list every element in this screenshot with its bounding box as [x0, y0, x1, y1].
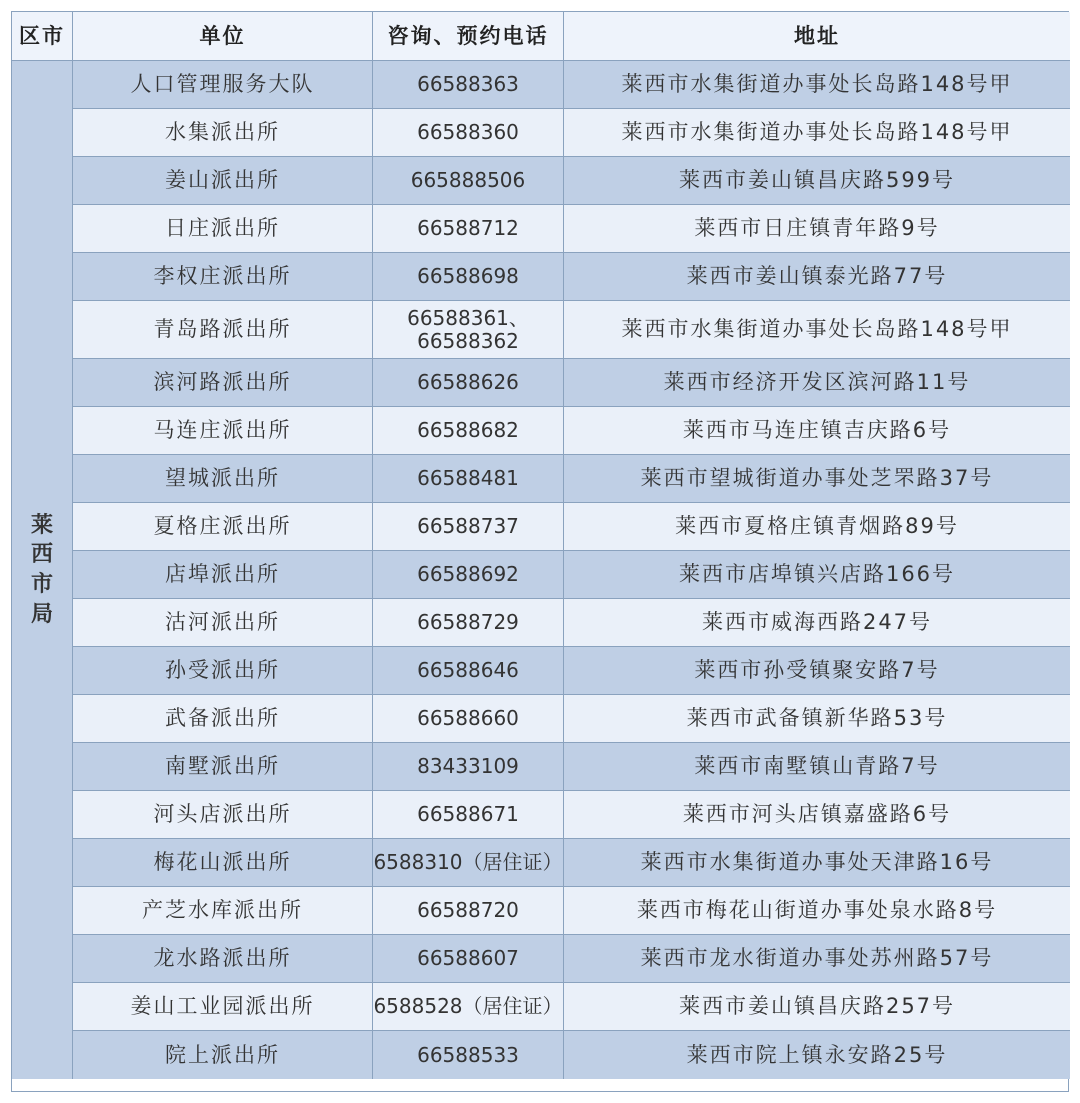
address-cell: 莱西市院上镇永安路25号 [564, 1031, 1070, 1079]
phone-number: 66588698 [417, 264, 519, 288]
header-unit: 单位 [73, 12, 373, 61]
phone-cell [373, 359, 564, 407]
phone-cell [373, 253, 564, 301]
address-cell: 莱西市店埠镇兴店路166号 [564, 551, 1070, 599]
header-district: 区市 [12, 12, 73, 61]
district-char: 莱 [30, 512, 53, 538]
address-cell: 莱西市夏格庄镇青烟路89号 [564, 503, 1070, 551]
phone-number: 66588692 [417, 562, 519, 586]
phone-number: 66588363 [417, 72, 519, 96]
phone-number: 66588737 [417, 514, 519, 538]
address-cell: 莱西市梅花山街道办事处泉水路8号 [564, 887, 1070, 935]
phone-number: 66588660 [417, 706, 519, 730]
unit-cell: 青岛路派出所 [73, 301, 373, 359]
address-cell: 莱西市马连庄镇吉庆路6号 [564, 407, 1070, 455]
unit-cell: 李权庄派出所 [73, 253, 373, 301]
phone-cell [373, 109, 564, 157]
phone-number: 665888506 [410, 168, 526, 192]
phone-number: 6588310（居住证） [373, 850, 563, 874]
unit-cell: 姜山派出所 [73, 157, 373, 205]
unit-cell: 龙水路派出所 [73, 935, 373, 983]
phone-cell [373, 455, 564, 503]
phone-cell [373, 887, 564, 935]
address-cell: 莱西市姜山镇昌庆路257号 [564, 983, 1070, 1031]
unit-cell: 河头店派出所 [73, 791, 373, 839]
phone-cell [373, 61, 564, 109]
phone-cell [373, 647, 564, 695]
address-cell: 莱西市姜山镇昌庆路599号 [564, 157, 1070, 205]
phone-cell [373, 503, 564, 551]
header-phone: 咨询、预约电话 [373, 12, 564, 61]
address-cell: 莱西市日庄镇青年路9号 [564, 205, 1070, 253]
unit-cell: 沽河派出所 [73, 599, 373, 647]
unit-cell: 水集派出所 [73, 109, 373, 157]
unit-cell: 马连庄派出所 [73, 407, 373, 455]
unit-cell: 日庄派出所 [73, 205, 373, 253]
phone-cell [373, 1031, 564, 1079]
phone-number: 66588729 [417, 610, 519, 634]
phone-cell [373, 791, 564, 839]
phone-number: 6588528（居住证） [373, 994, 563, 1018]
phone-number: 66588671 [417, 802, 519, 826]
unit-cell: 孙受派出所 [73, 647, 373, 695]
address-cell: 莱西市望城街道办事处芝罘路37号 [564, 455, 1070, 503]
unit-cell: 滨河路派出所 [73, 359, 373, 407]
district-cell [12, 61, 73, 1079]
phone-number: 66588607 [417, 946, 519, 970]
district-char: 市 [30, 572, 53, 597]
address-cell: 莱西市水集街道办事处长岛路148号甲 [564, 109, 1070, 157]
phone-number: 66588360 [417, 120, 519, 144]
unit-cell: 武备派出所 [73, 695, 373, 743]
phone-cell [373, 935, 564, 983]
unit-cell: 夏格庄派出所 [73, 503, 373, 551]
unit-cell: 产芝水库派出所 [73, 887, 373, 935]
address-cell: 莱西市河头店镇嘉盛路6号 [564, 791, 1070, 839]
unit-cell: 人口管理服务大队 [73, 61, 373, 109]
phone-number: 66588361、 [407, 305, 529, 330]
address-cell: 莱西市威海西路247号 [564, 599, 1070, 647]
unit-cell: 店埠派出所 [73, 551, 373, 599]
address-cell: 莱西市孙受镇聚安路7号 [564, 647, 1070, 695]
phone-cell [373, 983, 564, 1031]
phone-cell [373, 407, 564, 455]
unit-cell: 望城派出所 [73, 455, 373, 503]
address-cell: 莱西市武备镇新华路53号 [564, 695, 1070, 743]
unit-cell: 姜山工业园派出所 [73, 983, 373, 1031]
district-char: 西 [30, 542, 53, 568]
address-cell: 莱西市龙水街道办事处苏州路57号 [564, 935, 1070, 983]
address-cell: 莱西市水集街道办事处长岛路148号甲 [564, 61, 1070, 109]
phone-cell [373, 551, 564, 599]
phone-number: 66588481 [417, 466, 519, 490]
phone-number: 66588712 [417, 216, 519, 240]
phone-cell [373, 301, 564, 359]
phone-cell [373, 157, 564, 205]
phone-cell [373, 839, 564, 887]
phone-cell [373, 743, 564, 791]
phone-number: 83433109 [417, 754, 519, 778]
address-cell: 莱西市水集街道办事处天津路16号 [564, 839, 1070, 887]
address-cell: 莱西市姜山镇泰光路77号 [564, 253, 1070, 301]
phone-number: 66588626 [417, 370, 519, 394]
district-char: 局 [30, 601, 53, 627]
unit-cell: 南墅派出所 [73, 743, 373, 791]
phone-cell [373, 695, 564, 743]
phone-number: 66588682 [417, 418, 519, 442]
phone-number: 66588646 [417, 658, 519, 682]
address-cell: 莱西市经济开发区滨河路11号 [564, 359, 1070, 407]
unit-cell: 院上派出所 [73, 1031, 373, 1079]
phone-number-secondary: 66588362 [417, 328, 519, 353]
unit-cell: 梅花山派出所 [73, 839, 373, 887]
phone-cell [373, 205, 564, 253]
phone-number: 66588720 [417, 898, 519, 922]
police-station-table [11, 11, 1069, 1092]
phone-number: 66588533 [417, 1042, 519, 1067]
address-cell: 莱西市水集街道办事处长岛路148号甲 [564, 301, 1070, 359]
phone-cell [373, 599, 564, 647]
header-address: 地址 [564, 12, 1070, 61]
address-cell: 莱西市南墅镇山青路7号 [564, 743, 1070, 791]
